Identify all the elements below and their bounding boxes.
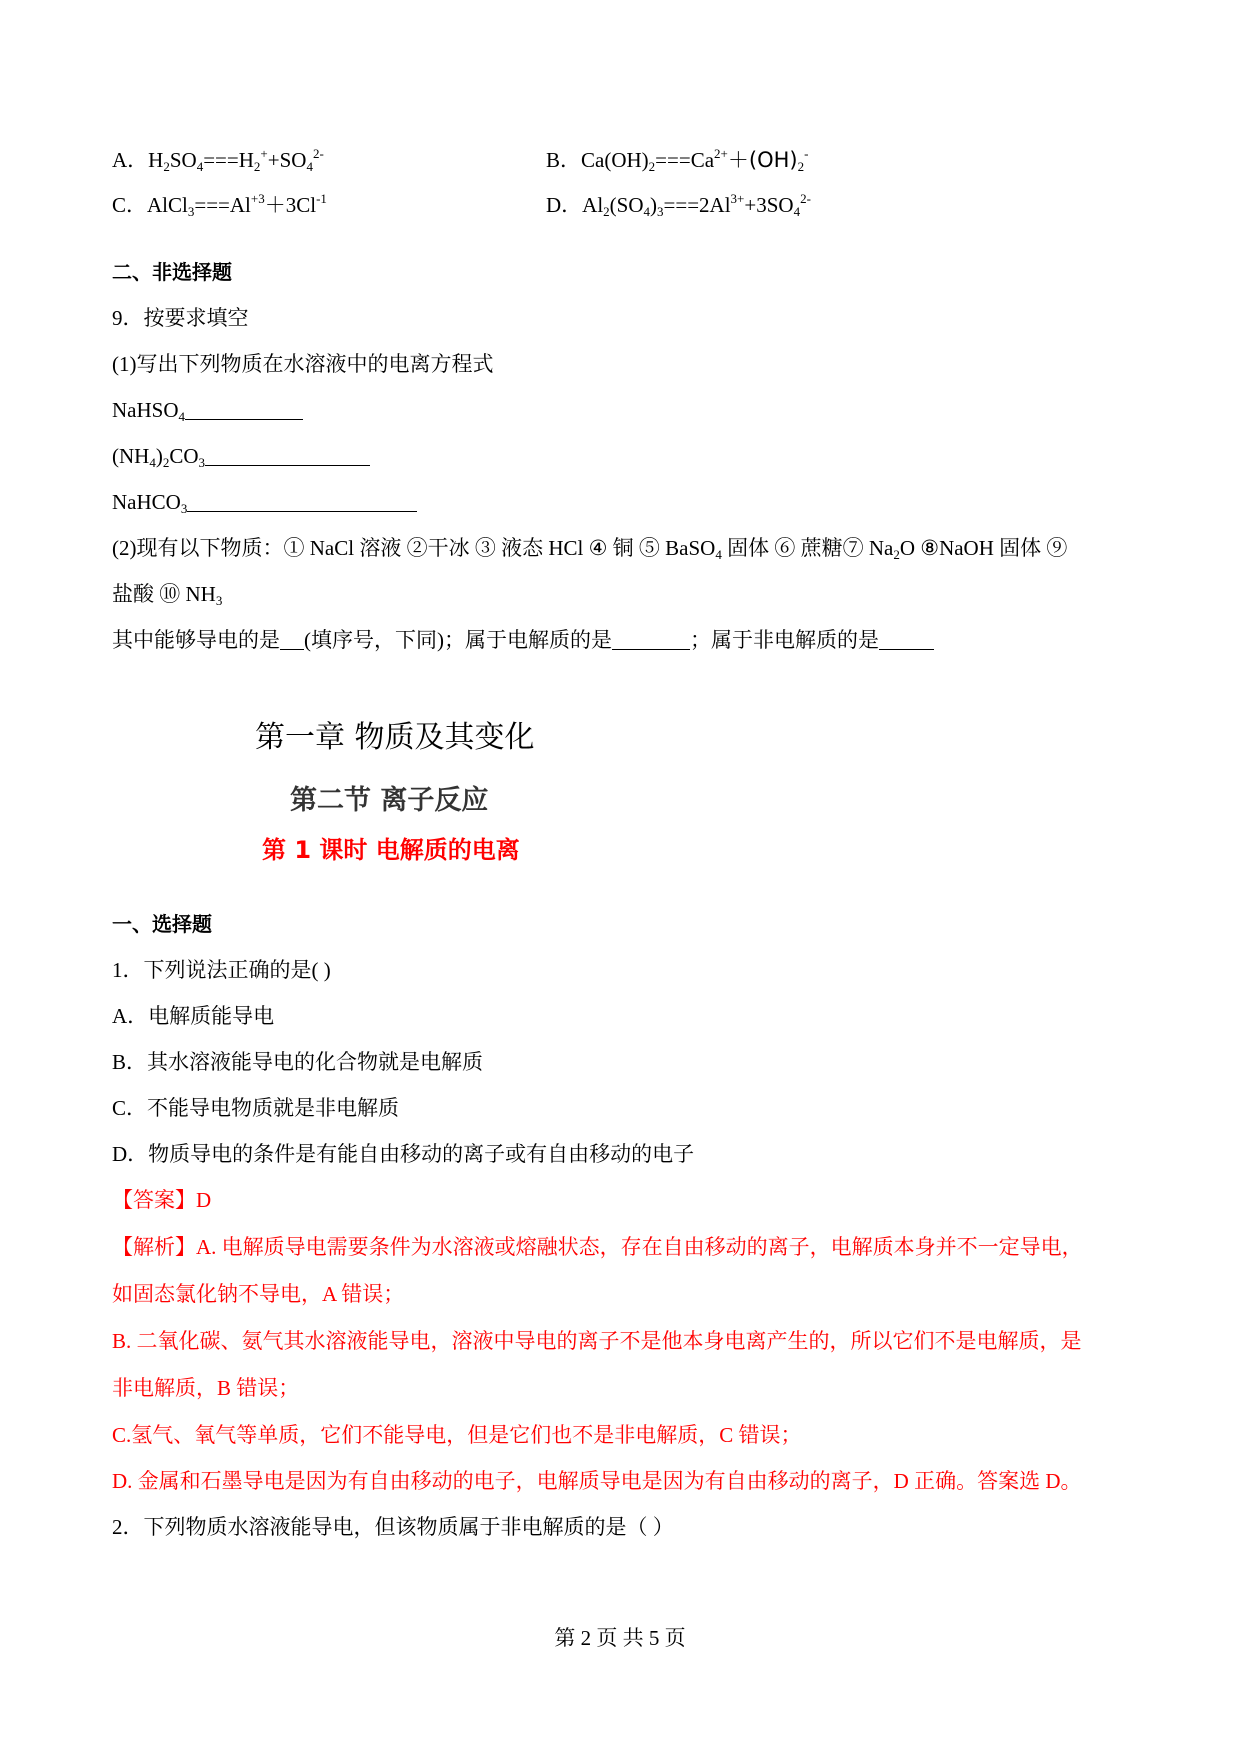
question-9: 9．按要求填空 bbox=[112, 306, 249, 330]
analysis-line: 【解析】A. 电解质导电需要条件为水溶液或熔融状态，存在自由移动的离子，电解质本身并不一定导电， bbox=[112, 1235, 1083, 1259]
question-1-option-a: A．电解质能导电 bbox=[112, 1004, 275, 1028]
section-title: 第二节 离子反应 bbox=[290, 785, 489, 816]
page-footer: 第 2 页 共 5 页 bbox=[554, 1626, 686, 1650]
lesson-title: 第 1 课时 电解质的电离 bbox=[262, 836, 520, 864]
question-9-part-2: (2)现有以下物质：① NaCl 溶液 ②干冰 ③ 液态 HCl ④ 铜 ⑤ BaSO$_4$ 固体 ⑥ 蔗糖⑦ $Na_2O$ ⑧NaOH 固体 ⑨ bbox=[112, 536, 1068, 562]
option-d: D．$Al_2(SO_4)_3===2Al^{3+}+3SO_4^{2-}$ bbox=[546, 191, 811, 219]
analysis-line: D. 金属和石墨导电是因为有自由移动的电子，电解质导电是因为有自由移动的离子，D 正确。答案选 D。 bbox=[112, 1469, 1082, 1493]
fill-nh42co3: $(NH_4)_2CO_3$ bbox=[112, 442, 370, 470]
question-1-option-b: B．其水溶液能导电的化合物就是电解质 bbox=[112, 1050, 484, 1074]
question-9-part-2-cont: 盐酸 ⑩ $NH_3$ bbox=[112, 582, 223, 608]
answer-blank[interactable] bbox=[187, 491, 417, 512]
option-c: C．$AlCl_3===Al^{+3}+3Cl^{-1}$ bbox=[112, 191, 327, 219]
analysis-line: 非电解质，B 错误； bbox=[112, 1376, 300, 1400]
question-1-option-d: D．物质导电的条件是有能自由移动的离子或有自由移动的电子 bbox=[112, 1142, 695, 1166]
question-2: 2．下列物质水溶液能导电，但该物质属于非电解质的是（ ） bbox=[112, 1515, 674, 1539]
fill-nahso4: NaHSO$_4$ bbox=[112, 396, 303, 424]
answer-blank[interactable] bbox=[185, 399, 303, 420]
analysis-line: C.氢气、氧气等单质，它们不能导电，但是它们也不是非电解质，C 错误； bbox=[112, 1423, 802, 1447]
answer-blank[interactable] bbox=[879, 629, 934, 650]
answer-blank[interactable] bbox=[612, 629, 690, 650]
section-heading-choice: 一、选择题 bbox=[112, 912, 212, 936]
answer: 【答案】D bbox=[112, 1188, 212, 1212]
fill-nahco3: NaHCO$_3$ bbox=[112, 488, 417, 516]
option-a: A．$H_2SO_4===H_2^++SO_4^{2-}$ bbox=[112, 146, 324, 174]
answer-blank[interactable] bbox=[280, 629, 304, 650]
question-9-fill: 其中能够导电的是 (填序号，下同)；属于电解质的是 ；属于非电解质的是 bbox=[112, 626, 934, 654]
analysis-line: B. 二氧化碳、氨气其水溶液能导电，溶液中导电的离子不是他本身电离产生的，所以它们不是电解质，是 bbox=[112, 1329, 1082, 1353]
question-1: 1．下列说法正确的是( ) bbox=[112, 958, 331, 982]
section-heading-nonchoice: 二、非选择题 bbox=[112, 260, 232, 284]
chapter-title: 第一章 物质及其变化 bbox=[255, 720, 535, 755]
analysis-line: 如固态氯化钠不导电，A 错误； bbox=[112, 1282, 405, 1306]
answer-blank[interactable] bbox=[205, 445, 370, 466]
question-9-part-1: (1)写出下列物质在水溶液中的电离方程式 bbox=[112, 352, 494, 376]
question-1-option-c: C．不能导电物质就是非电解质 bbox=[112, 1096, 400, 1120]
option-b: B．$Ca(OH)_2===Ca^{2+}+(OH)_2^-$ bbox=[546, 146, 809, 174]
